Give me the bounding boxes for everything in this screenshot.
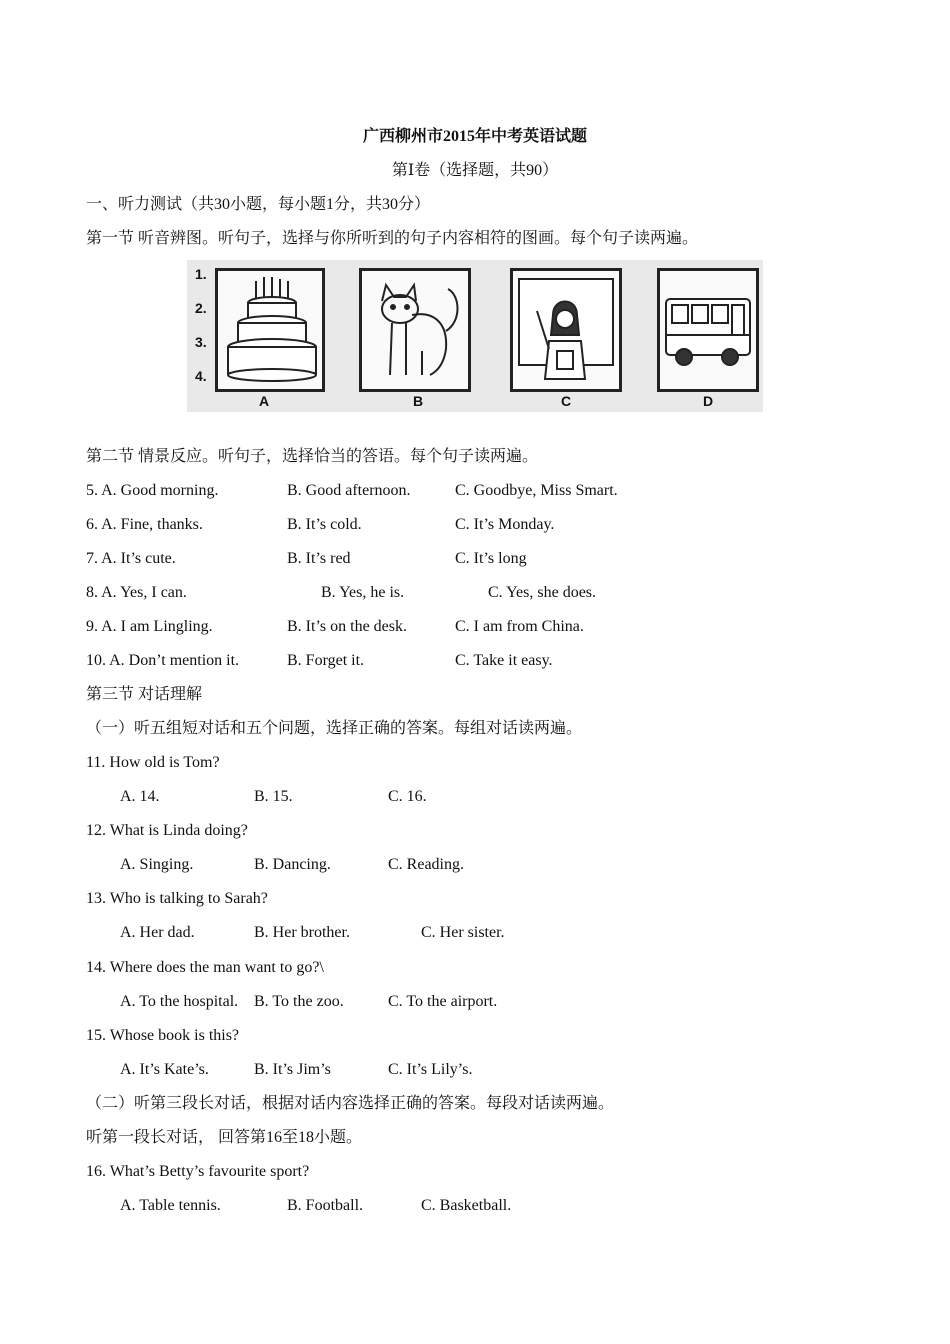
section2-instructions: 第二节 情景反应。听句子，选择恰当的答语。每个句子读两遍。 — [86, 448, 539, 465]
option-c: C. Yes, she does. — [488, 584, 597, 601]
option-a: A. Singing. — [120, 856, 194, 873]
option-b: B. It’s cold. — [287, 516, 362, 533]
option-b: B. Her brother. — [254, 924, 350, 941]
cat-icon — [362, 271, 468, 389]
question-text: 12. What is Linda doing? — [86, 822, 248, 839]
cake-icon — [218, 271, 322, 389]
subsection2-instructions: （二）听第三段长对话，根据对话内容选择正确的答案。每段对话读两遍。 — [86, 1095, 615, 1112]
option-a: 6. A. Fine, thanks. — [86, 516, 203, 533]
option-b: B. Dancing. — [254, 856, 331, 873]
option-a: 7. A. It’s cute. — [86, 550, 176, 567]
picture-letter: B — [413, 393, 424, 409]
option-a: A. Table tennis. — [120, 1197, 221, 1214]
option-c: C. 16. — [388, 788, 427, 805]
exam-title: 广西柳州市2015年中考英语试题 — [362, 128, 587, 145]
picture-number: 2. — [195, 300, 207, 316]
picture-letter: A — [259, 393, 270, 409]
option-c: C. To the airport. — [388, 993, 498, 1010]
option-a: 10. A. Don’t mention it. — [86, 652, 240, 669]
option-c: C. Basketball. — [421, 1197, 512, 1214]
picture-letter: C — [561, 393, 572, 409]
subsection1-instructions: （一）听五组短对话和五个问题，选择正确的答案。每组对话读两遍。 — [86, 720, 583, 737]
option-b: B. 15. — [254, 788, 293, 805]
section3-heading: 第三节 对话理解 — [86, 686, 203, 703]
question-text: 13. Who is talking to Sarah? — [86, 890, 268, 907]
option-a: 8. A. Yes, I can. — [86, 584, 187, 601]
option-b: B. Forget it. — [287, 652, 365, 669]
picture-d-bus — [657, 268, 759, 392]
option-b: B. To the zoo. — [254, 993, 344, 1010]
option-c: C. I am from China. — [455, 618, 584, 635]
teacher-icon — [513, 271, 619, 389]
option-a: A. To the hospital. — [120, 993, 239, 1010]
exam-subtitle: 第Ⅰ卷（选择题，共90） — [391, 162, 559, 179]
picture-number: 4. — [195, 368, 207, 384]
option-c: C. Her sister. — [421, 924, 505, 941]
option-a: A. Her dad. — [120, 924, 195, 941]
question-text: 11. How old is Tom? — [86, 754, 220, 771]
option-b: B. It’s red — [287, 550, 351, 567]
option-a: A. It’s Kate’s. — [120, 1061, 209, 1078]
picture-letter: D — [703, 393, 714, 409]
option-b: B. Football. — [287, 1197, 364, 1214]
option-c: C. It’s Lily’s. — [388, 1061, 473, 1078]
question-text: 16. What’s Betty’s favourite sport? — [86, 1163, 310, 1180]
picture-a-cake — [215, 268, 325, 392]
option-c: C. It’s Monday. — [455, 516, 555, 533]
option-b: B. Good afternoon. — [287, 482, 411, 499]
picture-b-cat — [359, 268, 471, 392]
picture-number: 3. — [195, 334, 207, 350]
option-c: C. Take it easy. — [455, 652, 553, 669]
subsection2-note: 听第一段长对话， 回答第16至18小题。 — [86, 1129, 363, 1146]
option-b: B. It’s Jim’s — [254, 1061, 331, 1078]
section1-instructions: 第一节 听音辨图。听句子，选择与你所听到的句子内容相符的图画。每个句子读两遍。 — [86, 230, 699, 247]
part1-heading: 一、听力测试（共30小题，每小题1分，共30分） — [86, 196, 431, 213]
option-a: A. 14. — [120, 788, 160, 805]
picture-number: 1. — [195, 266, 207, 282]
option-c: C. It’s long — [455, 550, 527, 567]
option-a: 5. A. Good morning. — [86, 482, 219, 499]
listening-pictures — [187, 260, 763, 412]
question-text: 14. Where does the man want to go?\ — [86, 959, 324, 976]
bus-icon — [660, 271, 756, 389]
option-a: 9. A. I am Lingling. — [86, 618, 213, 635]
option-b: B. It’s on the desk. — [287, 618, 407, 635]
option-c: C. Reading. — [388, 856, 464, 873]
picture-c-teacher — [510, 268, 622, 392]
question-text: 15. Whose book is this? — [86, 1027, 240, 1044]
option-c: C. Goodbye, Miss Smart. — [455, 482, 618, 499]
option-b: B. Yes, he is. — [321, 584, 405, 601]
